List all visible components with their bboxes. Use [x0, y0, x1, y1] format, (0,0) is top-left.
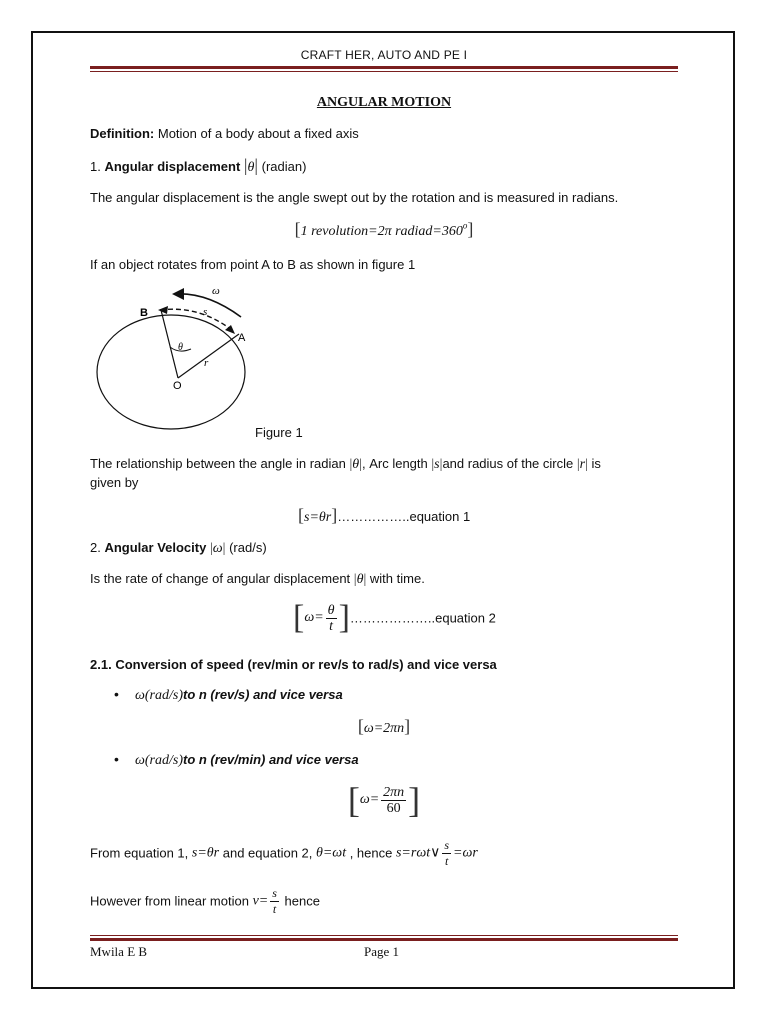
- derivation-eq2: θ=ωt: [315, 845, 347, 861]
- figure-intro: If an object rotates from point A to B as shown in figure 1: [90, 257, 416, 272]
- degree-sup: o: [462, 220, 468, 231]
- derivation-text-b: and equation 2,: [219, 845, 316, 861]
- bullet-2-text: to n (rev/min) and vice versa: [183, 752, 359, 767]
- equation-1-label: ……………..equation 1: [337, 509, 471, 524]
- header-rule-thick: [90, 66, 678, 69]
- however-lhs: v=: [252, 893, 269, 909]
- label-o: O: [173, 380, 182, 392]
- section2-para-a: Is the rate of change of angular displacement: [90, 571, 354, 586]
- equation-2: [ω= $\frac{\theta}{t}$ ]………………..equation 2: [293, 599, 496, 636]
- circle-path: [97, 315, 245, 429]
- omega-arrowhead: [172, 288, 184, 300]
- derivation-eq3-a: s=rωt∨: [395, 845, 441, 861]
- bullet-1-math: ω(rad/s): [135, 688, 183, 703]
- bullet-1-dot: •: [114, 686, 119, 702]
- derivation-text-c: , hence: [346, 845, 396, 861]
- derivation-text-a: From equation 1,: [90, 845, 192, 861]
- section21-number: 2.1.: [90, 657, 112, 672]
- section2-para-theta: θ: [356, 572, 364, 587]
- footer-rule-thick: [90, 938, 678, 941]
- bullet-2-eq-den: 60: [386, 800, 401, 816]
- derivation-line: [90, 838, 478, 869]
- label-r: r: [204, 357, 209, 369]
- derivation-frac-num: s: [444, 838, 450, 852]
- section21-heading: [90, 656, 497, 674]
- relationship-text-b: , Arc length: [361, 456, 432, 471]
- section1-unit: (radian): [261, 159, 307, 174]
- relationship-r: r: [579, 457, 586, 472]
- section2-symbol: ω: [212, 541, 223, 556]
- bullet-2-dot: •: [114, 751, 119, 767]
- bullet-1-equation: [ω=2πn]: [357, 716, 411, 736]
- section1-paragraph: The angular displacement is the angle swept out by the rotation and is measured in radians.: [90, 190, 619, 205]
- label-a: A: [238, 332, 246, 344]
- figure-caption: Figure 1: [255, 425, 303, 440]
- footer-rule-thin: [90, 935, 678, 936]
- header-title: CRAFT HER, AUTO AND PE I: [300, 48, 468, 62]
- equation-2-lhs: ω=: [304, 610, 324, 625]
- revolution-equation-text: 1 revolution=2π radiad=360: [300, 224, 463, 239]
- radius-oa: [178, 334, 239, 378]
- bullet-1-equation-expr: ω=2πn: [363, 721, 405, 736]
- section2-unit: (rad/s): [225, 540, 267, 555]
- arc-length-s: [160, 309, 233, 331]
- header-rule-thin: [90, 71, 678, 72]
- arc-s-arrowhead-a: [225, 325, 235, 334]
- bullet-2-eq-lhs: ω=: [359, 792, 380, 807]
- document-title: ANGULAR MOTION: [316, 95, 452, 110]
- revolution-equation: [1 revolution=2π $radiad=360^o$]: [294, 219, 474, 239]
- section1-symbol: θ: [247, 160, 255, 175]
- relationship-line2: given by: [90, 475, 139, 490]
- bullet-2-math: ω(rad/s): [135, 753, 183, 768]
- footer-author: Mwila E B: [90, 944, 148, 959]
- definition-text: Motion of a body about a fixed axis: [154, 126, 359, 141]
- section2-title: Angular Velocity: [104, 540, 207, 555]
- section2-heading: 2. Angular Velocity |ω| (rad/s): [90, 540, 267, 556]
- section1-heading: 1. Angular displacement |θ| (radian): [90, 155, 307, 175]
- equation-2-label: ………………..equation 2: [349, 610, 496, 626]
- relationship-text-a: The relationship between the angle in radian: [90, 456, 350, 471]
- radius-ob: [161, 310, 178, 378]
- relationship-s: s: [434, 457, 440, 472]
- equation-1: [s=θr]……………..equation 1: [298, 505, 471, 525]
- section1-number: 1.: [90, 159, 101, 174]
- section2-para-b: with time.: [366, 571, 425, 586]
- label-s: s: [203, 306, 208, 318]
- equation-1-expr: s=θr: [304, 510, 332, 525]
- footer-page-number: Page 1: [364, 944, 400, 959]
- relationship-text-c: and radius of the circle: [442, 456, 577, 471]
- bullet-1-text: to n (rev/s) and vice versa: [183, 687, 343, 702]
- relationship-theta: θ: [352, 457, 360, 472]
- however-text-b: hence: [280, 893, 320, 909]
- relationship-line1: The relationship between the angle in radian |θ|, Arc length |s|and radius of the circle |r| is: [90, 456, 601, 472]
- label-omega: ω: [212, 285, 220, 297]
- bullet-1: [135, 687, 343, 704]
- derivation-eq3-b: =ωr: [453, 845, 478, 861]
- however-line: [90, 886, 320, 917]
- bullet-2: [135, 752, 359, 769]
- equation-2-den: t: [329, 618, 334, 634]
- label-b: B: [140, 307, 148, 319]
- label-theta: θ: [178, 342, 183, 353]
- section1-title: Angular displacement: [104, 159, 241, 174]
- omega-arrow-arc: [175, 294, 241, 317]
- derivation-frac-den: t: [445, 854, 449, 868]
- derivation-eq1: s=θr: [191, 845, 220, 861]
- however-frac-num: s: [272, 886, 277, 900]
- definition-label: Definition:: [90, 126, 155, 141]
- definition-line: [90, 125, 359, 143]
- section2-paragraph: Is the rate of change of angular displacement |θ| with time.: [90, 571, 425, 587]
- however-text-a: However from linear motion: [90, 893, 253, 909]
- figure-1-diagram: [95, 283, 265, 433]
- however-frac-den: t: [272, 902, 277, 916]
- section2-number: 2.: [90, 540, 101, 555]
- bullet-2-equation: [ω= $\frac{2\pi n}{60}$ ]: [347, 780, 421, 820]
- arc-s-arrowhead-b: [158, 306, 168, 314]
- equation-2-num: θ: [327, 602, 335, 618]
- bullet-2-eq-num: 2πn: [383, 784, 405, 800]
- section21-title: Conversion of speed (rev/min or rev/s to rad/s) and vice versa: [115, 657, 497, 672]
- relationship-text-d: is: [587, 456, 601, 471]
